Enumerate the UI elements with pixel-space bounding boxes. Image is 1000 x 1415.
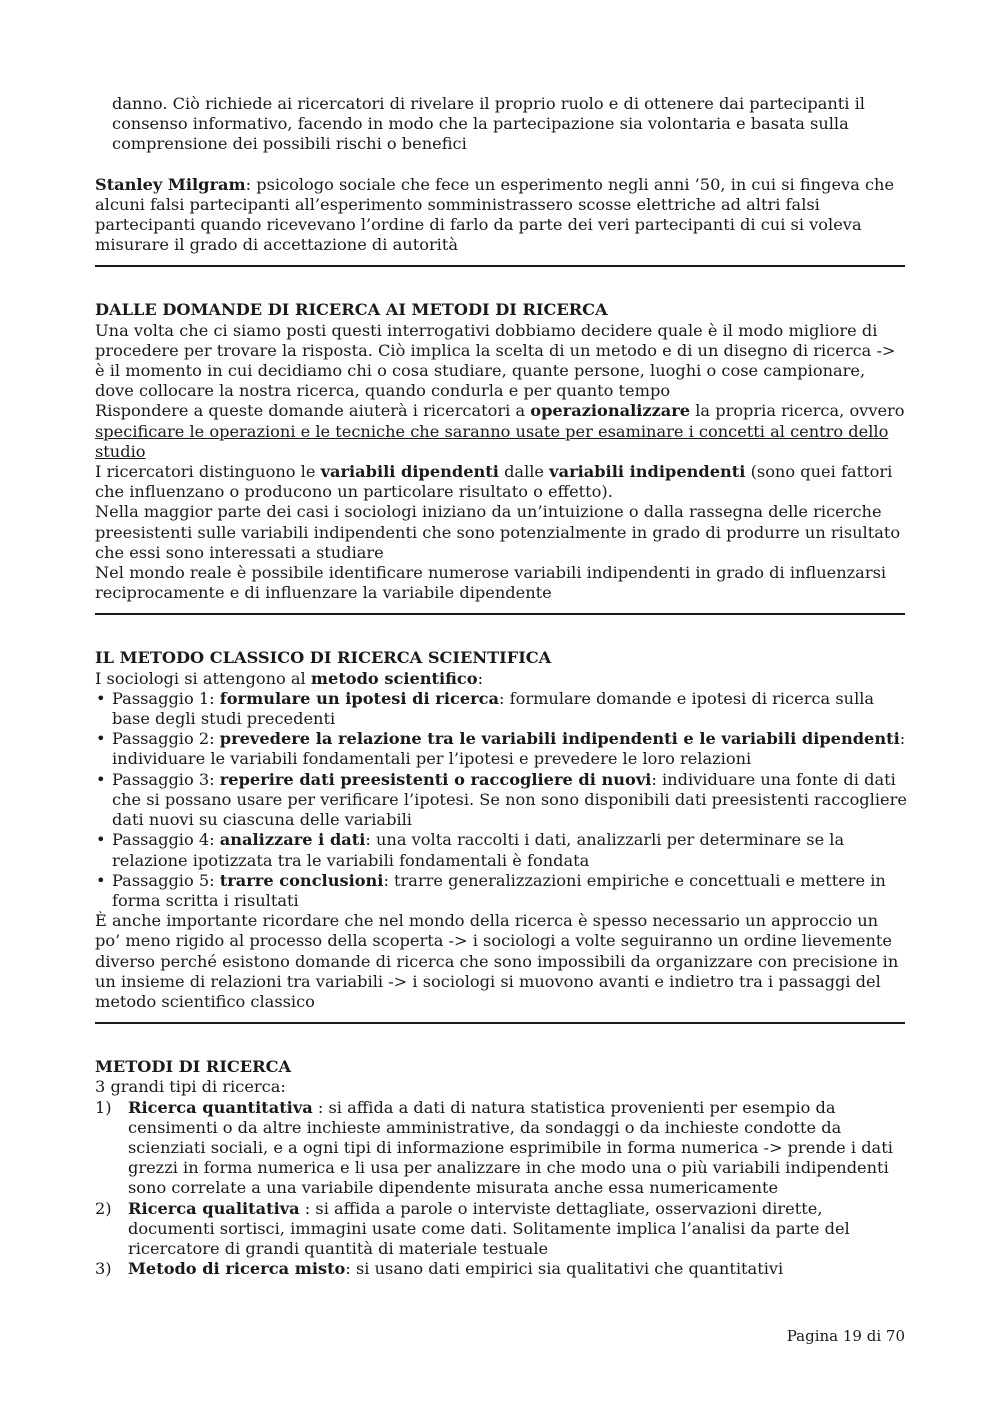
step-title: trarre conclusioni: [219, 870, 384, 890]
item-number: 3): [95, 1259, 112, 1279]
list-item: [95, 871, 907, 911]
method-title: Ricerca quantitativa: [128, 1097, 313, 1117]
method-text: : si affida a dati di natura statistica provenienti per esempio da censimenti o da altre inchieste amministrative, da sondaggi o da inchieste condotte da scienziati sociali, e a ogni tipi di informazione esprimibile in forma numerica -> prende i dati grezzi in forma numerica e li usa per analizzare in che modo una o più variabili indipendenti sono correlate a una variabile dipendente misurata anche essa numericamente: [128, 1097, 893, 1198]
section-title-metodi: METODI DI RICERCA: [95, 1057, 292, 1077]
methods-list: [95, 1098, 907, 1280]
section-title-metodo-classico: IL METODO CLASSICO DI RICERCA SCIENTIFICA: [95, 648, 552, 668]
item-number: 1): [95, 1097, 112, 1117]
list-item: [95, 830, 907, 870]
section1-paragraph-4: Nella maggior parte dei casi i sociologi iniziano da un’intuizione o dalla rassegna delle ricerche preesistenti sulle variabili indipendenti che sono potenzialmente in grado di produrre un risultato che essi sono interessati a studiare: [95, 502, 901, 562]
step-text: : individuare una fonte di dati che si possano usare per verificare l’ipotesi. Se non sono disponibili dati preesistenti raccogliere dati nuovi su ciascuna delle variabili: [112, 769, 907, 830]
list-item: [95, 770, 907, 831]
step-label: Passaggio 5:: [112, 870, 220, 890]
list-item: [95, 1259, 907, 1279]
section2-closing: È anche importante ricordare che nel mondo della ricerca è spesso necessario un approccio un po’ meno rigido al processo della scoperta -> i sociologi a volte seguiranno un ordine lievemente diverso perché esistono domande di ricerca che sono impossibili da organizzare con precisione in un insieme di relazioni tra variabili -> i sociologi si muovono avanti e indietro tra i passaggi del metodo scientifico classico: [95, 911, 899, 1011]
steps-list: [95, 689, 907, 911]
method-title: Metodo di ricerca misto: [128, 1259, 346, 1279]
section3-intro: 3 grandi tipi di ricerca:: [95, 1077, 286, 1097]
method-text: : si affida a parole o interviste dettagliate, osservazioni dirette, documenti sortisci, immagini usate come dati. Solitamente implica l’analisi da parte del ricercatore di grandi quantità di materiale testuale: [128, 1198, 850, 1258]
step-text: : trarre generalizzazioni empiriche e concettuali e mettere in forma scritta i risultati: [112, 870, 886, 910]
step-label: Passaggio 4:: [112, 830, 220, 850]
section-divider: [95, 265, 905, 267]
text-span: la propria ricerca, ovvero: [690, 401, 905, 421]
step-title: formulare un ipotesi di ricerca: [219, 688, 499, 708]
method-text: : si usano dati empirici sia qualitativi che quantitativi: [345, 1259, 784, 1279]
step-title: reperire dati preesistenti o raccogliere di nuovi: [219, 769, 652, 789]
step-label: Passaggio 3:: [112, 769, 220, 789]
section-divider: [95, 613, 905, 615]
milgram-paragraph: [95, 175, 907, 256]
step-text: : individuare le variabili fondamentali per l’ipotesi e prevedere le loro relazioni: [112, 729, 906, 769]
step-title: prevedere la relazione tra le variabili indipendenti e le variabili dipendenti: [219, 729, 900, 749]
section-divider: [95, 1022, 905, 1024]
step-label: Passaggio 1:: [112, 688, 220, 708]
term-operazionalizzare: operazionalizzare: [530, 401, 691, 421]
text-span: I sociologi si attengono al: [95, 668, 311, 688]
section1-paragraph-1: Una volta che ci siamo posti questi interrogativi dobbiamo decidere quale è il modo migliore di procedere per trovare la risposta. Ciò implica la scelta di un metodo e di un disegno di ricerca -> è il momento in cui decidiamo chi o cosa studiare, quante persone, luoghi o cose campionare, dove collocare la nostra ricerca, quando condurla e per quanto tempo: [95, 320, 896, 401]
text-span: I ricercatori distinguono le: [95, 462, 321, 482]
page-number: Pagina 19 di 70: [786, 1327, 905, 1345]
section1-paragraph-5: Nel mondo reale è possibile identificare numerose variabili indipendenti in grado di influenzarsi reciprocamente e di influenzare la variabile dipendente: [95, 563, 887, 603]
text-span: dalle: [498, 462, 550, 482]
text-span: :: [477, 668, 484, 688]
intro-paragraph: danno. Ciò richiede ai ricercatori di rivelare il proprio ruolo e di ottenere dai partecipanti il consenso informativo, facendo in modo che la partecipazione sia volontaria e basata sulla comprensione dei possibili rischi o benefici: [112, 94, 865, 154]
section1-paragraph-2: [95, 401, 907, 462]
step-label: Passaggio 2:: [112, 729, 220, 749]
list-item: [95, 1199, 907, 1260]
list-item: [95, 1098, 907, 1199]
term-metodo-scientifico: metodo scientifico: [310, 668, 478, 688]
step-title: analizzare i dati: [219, 830, 366, 850]
text-span: Rispondere a queste domande aiuterà i ricercatori a: [95, 401, 531, 421]
step-text: : una volta raccolti i dati, analizzarli per determinare se la relazione ipotizzata tra le variabili fondamentali è fondata: [112, 830, 845, 870]
section2-intro: [95, 669, 907, 689]
list-item: [95, 729, 907, 769]
document-page: [95, 94, 907, 1279]
term-variabili-indipendenti: variabili indipendenti: [549, 462, 746, 482]
section1-paragraph-3: [95, 462, 907, 502]
term-variabili-dipendenti: variabili dipendenti: [320, 462, 499, 482]
list-item: [95, 689, 907, 729]
text-span: (sono quei fattori che influenzano o producono un particolare risultato o effetto).: [95, 462, 893, 502]
underlined-definition: specificare le operazioni e le tecniche che saranno usate per esaminare i concetti al centro dello studio: [95, 421, 889, 461]
section-title-domande: DALLE DOMANDE DI RICERCA AI METODI DI RICERCA: [95, 300, 608, 320]
step-text: : formulare domande e ipotesi di ricerca sulla base degli studi precedenti: [112, 688, 875, 729]
milgram-text: : psicologo sociale che fece un esperimento negli anni ’50, in cui si fingeva che alcuni falsi partecipanti all’esperimento somministrassero scosse elettriche ad altri falsi partecipanti quando ricevevano l’ordine di farlo da parte dei veri partecipanti di cui si voleva misurare il grado di accettazione di autorità: [95, 174, 895, 255]
method-title: Ricerca qualitativa: [128, 1198, 300, 1218]
item-number: 2): [95, 1198, 112, 1218]
milgram-name: Stanley Milgram: [95, 174, 246, 194]
